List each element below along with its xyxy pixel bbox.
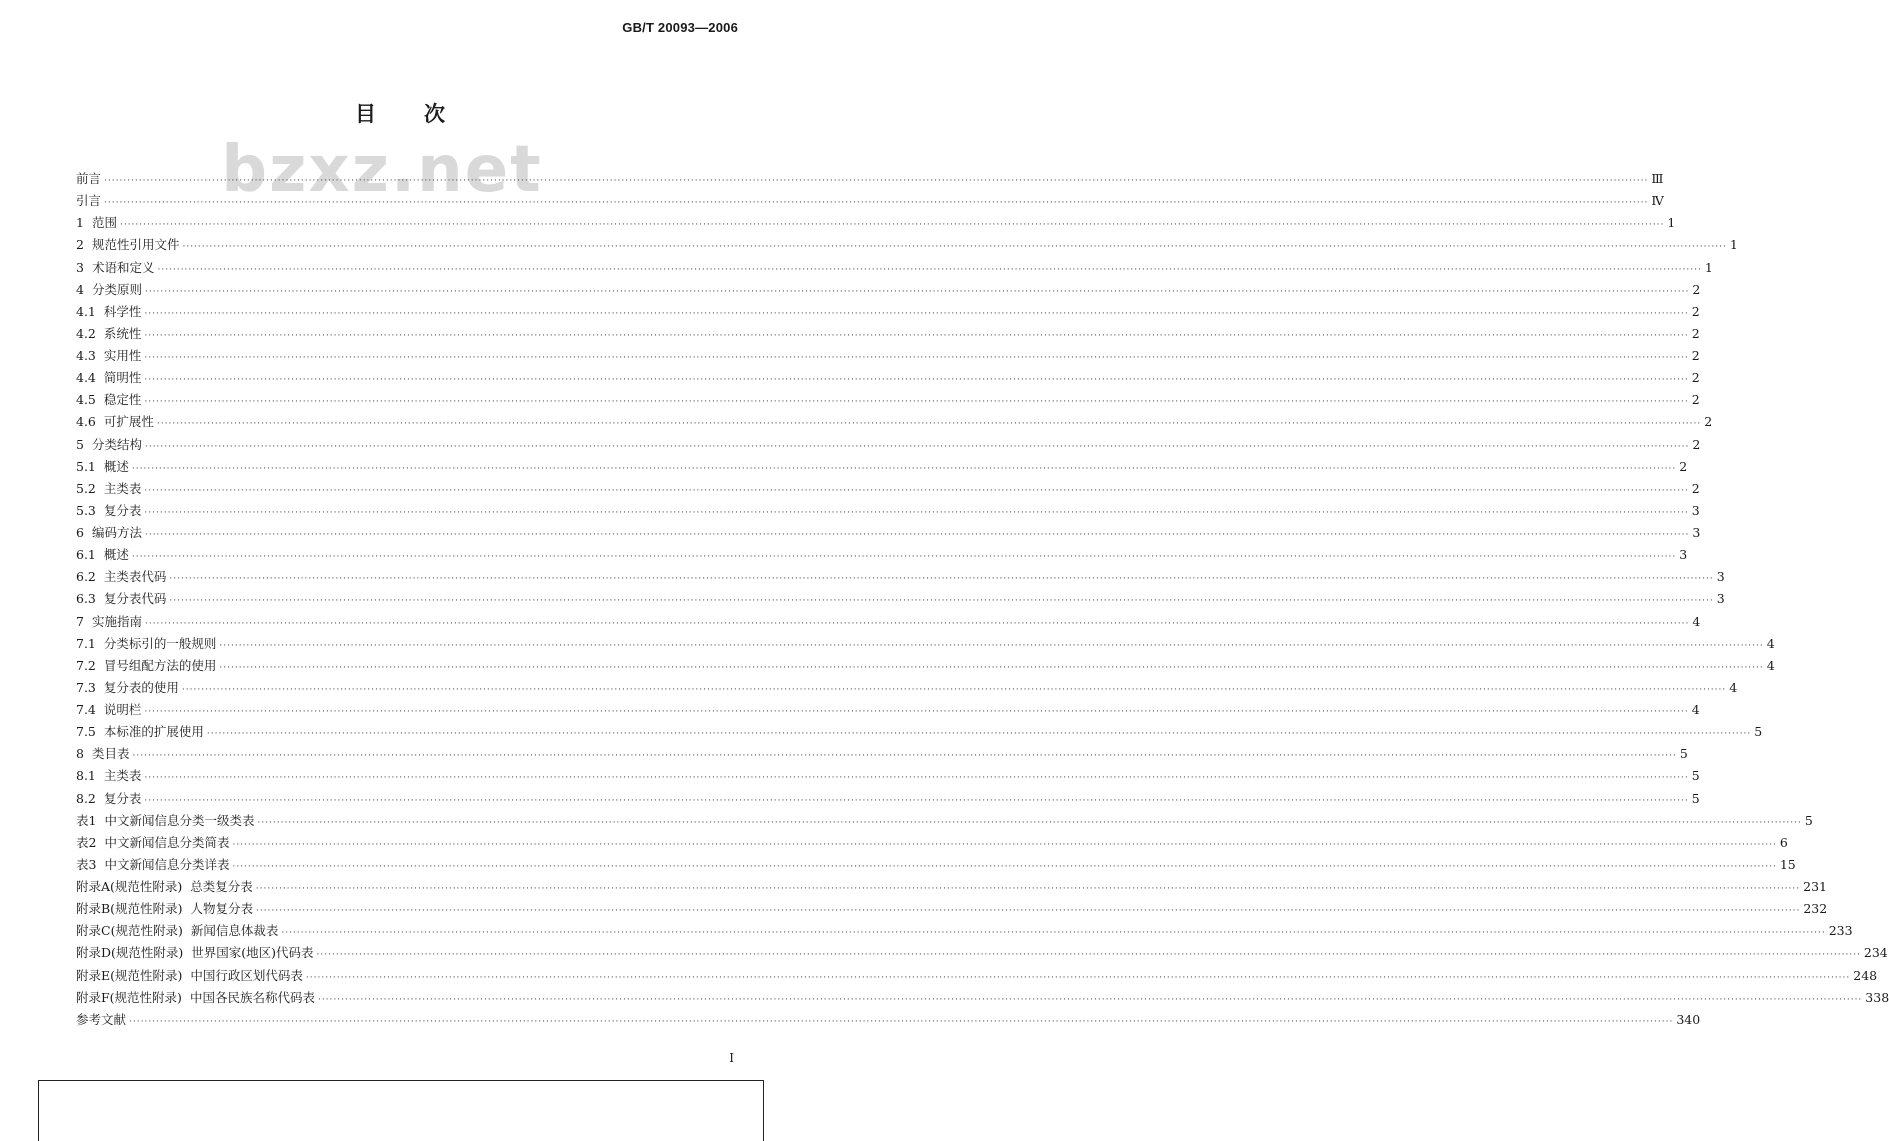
toc-entry-page: 2 xyxy=(1692,281,1701,297)
toc-entry-number: 7.5 xyxy=(76,724,96,740)
toc-entry-label: 复分表的使用 xyxy=(103,679,179,695)
toc-leader-dots: ················································································································································································································································································································································································································ xyxy=(104,198,1649,209)
toc-leader-dots: ················································································································································································································································································································································································································ xyxy=(156,419,1702,430)
toc-entry[interactable] xyxy=(76,345,1700,367)
toc-leader-dots: ················································································································································································································································································································································································································ xyxy=(169,574,1714,585)
toc-entry-page: 4 xyxy=(1766,635,1775,651)
toc-entry-label: 实施指南 xyxy=(91,613,142,629)
toc-entry-label: 分类原则 xyxy=(91,281,142,297)
toc-entry-number: 附录B(规范性附录) xyxy=(76,901,183,917)
toc-entry-number: 附录C(规范性附录) xyxy=(76,923,183,939)
toc-leader-dots: ················································································································································································································································································································································································································ xyxy=(206,729,1752,740)
watermark: bzxz.net xyxy=(221,133,543,207)
toc-entry-page: 340 xyxy=(1676,1011,1701,1027)
toc-entry-page: 4 xyxy=(1766,657,1775,673)
toc-leader-dots: ················································································································································································································································································································································································································ xyxy=(144,707,1689,717)
toc-entry-number: 附录D(规范性附录) xyxy=(76,945,184,961)
toc-entry-number: 8 xyxy=(76,746,84,762)
toc-leader-dots: ················································································································································································································································································································································································································ xyxy=(144,353,1689,363)
toc-entry-page: 233 xyxy=(1828,923,1853,939)
toc-entry[interactable] xyxy=(76,854,1796,876)
toc-entry-page: 1 xyxy=(1704,259,1713,275)
toc-entry-page: 2 xyxy=(1691,303,1700,319)
toc-entry-page: 6 xyxy=(1779,834,1788,850)
toc-entry-label: 引言 xyxy=(76,193,102,209)
toc-entry-page: Ⅳ xyxy=(1651,193,1664,209)
toc-entry-label: 主类表代码 xyxy=(103,569,167,585)
title-char-2: 次 xyxy=(424,101,445,126)
toc-entry[interactable] xyxy=(76,323,1700,345)
toc-entry-label: 中文新闻信息分类详表 xyxy=(104,856,230,872)
toc-leader-dots: ················································································································································································································································································································································································································ xyxy=(157,264,1702,275)
toc-entry-page: 5 xyxy=(1754,724,1763,740)
toc-leader-dots: ················································································································································································································································································································································································································ xyxy=(131,463,1677,474)
toc-leader-dots: ················································································································································································································································································································································································································ xyxy=(144,308,1689,319)
toc-leader-dots: ················································································································································································································································································································································································································ xyxy=(129,1016,1674,1027)
toc-entry-page: 2 xyxy=(1679,458,1688,474)
toc-entry-page: 15 xyxy=(1779,856,1796,872)
toc-leader-dots: ················································································································································································································································································································································································································ xyxy=(219,662,1764,673)
toc-leader-dots: ················································································································································································································································································································································································································ xyxy=(232,839,1777,850)
toc-entry-number: 5.3 xyxy=(76,502,96,518)
toc-entry-number: 6 xyxy=(76,525,84,540)
toc-entry-number: 4.2 xyxy=(76,325,96,341)
toc-entry-page: 1 xyxy=(1729,237,1738,253)
toc-leader-dots: ················································································································································································································································································································································································································ xyxy=(132,751,1677,762)
toc-entry-number: 表2 xyxy=(76,834,97,850)
toc-entry[interactable] xyxy=(76,743,1688,765)
toc-entry-label: 简明性 xyxy=(103,370,142,386)
toc-entry-number: 4.1 xyxy=(76,303,96,319)
toc-entry-page: 5 xyxy=(1804,812,1813,828)
toc-entry-page: 2 xyxy=(1691,370,1700,386)
toc-entry[interactable] xyxy=(76,876,1827,898)
toc-entry-label: 世界国家(地区)代码表 xyxy=(191,945,314,961)
toc-entry[interactable] xyxy=(76,456,1688,478)
toc-entry-label: 人物复分表 xyxy=(190,901,253,917)
toc-leader-dots: ················································································································································································································································································································································································································ xyxy=(144,773,1689,784)
toc-entry[interactable] xyxy=(76,212,1676,234)
toc-entry-number: 7.3 xyxy=(76,679,96,695)
toc-entry-label: 前言 xyxy=(76,171,102,186)
toc-leader-dots: ················································································································································································································································································································································································································ xyxy=(305,972,1851,983)
toc-entry-page: 2 xyxy=(1691,348,1700,363)
toc-leader-dots: ················································································································································································································································································································································································································ xyxy=(144,485,1689,496)
toc-entry-label: 可扩展性 xyxy=(103,414,154,430)
toc-entry-number: 7.2 xyxy=(76,657,96,673)
toc-entry-number: 4 xyxy=(76,281,84,297)
toc-leader-dots: ················································································································································································································································································································································································································ xyxy=(144,330,1689,341)
toc-entry-number: 7.1 xyxy=(76,635,96,651)
bottom-frame xyxy=(38,1080,764,1141)
toc-entry-label: 本标准的扩展使用 xyxy=(103,724,204,740)
title-char-1: 目 xyxy=(355,101,376,126)
toc-entry-number: 附录A(规范性附录) xyxy=(76,879,183,894)
toc-entry-label: 复分表 xyxy=(103,790,142,806)
toc-entry[interactable] xyxy=(76,788,1700,810)
toc-entry-label: 类目表 xyxy=(91,746,130,762)
toc-entry[interactable] xyxy=(76,1009,1701,1031)
toc-entry-label: 概述 xyxy=(103,547,129,563)
toc-entry[interactable] xyxy=(76,168,1664,190)
toc-leader-dots: ················································································································································································································································································································································································································ xyxy=(232,861,1777,872)
toc-entry[interactable] xyxy=(76,301,1700,323)
table-of-contents xyxy=(76,168,1889,1031)
toc-entry[interactable] xyxy=(76,920,1853,942)
toc-entry-label: 分类结构 xyxy=(91,436,142,452)
toc-entry[interactable] xyxy=(76,965,1878,987)
toc-leader-dots: ················································································································································································································································································································································································································ xyxy=(144,441,1690,452)
toc-entry-number: 8.1 xyxy=(76,768,96,784)
toc-entry-page: 234 xyxy=(1863,945,1888,961)
toc-entry[interactable] xyxy=(76,279,1701,301)
toc-entry-page: 5 xyxy=(1691,790,1700,806)
toc-entry-page: 2 xyxy=(1691,325,1700,341)
toc-entry-number: 6.1 xyxy=(76,547,96,563)
toc-entry-number: 4.5 xyxy=(76,392,96,408)
toc-entry-page: 4 xyxy=(1692,613,1701,629)
toc-entry-number: 8.2 xyxy=(76,790,96,806)
toc-leader-dots: ················································································································································································································································································································································································································ xyxy=(104,176,1649,186)
toc-entry-page: 4 xyxy=(1729,679,1738,695)
toc-entry-label: 参考文献 xyxy=(76,1011,127,1027)
toc-leader-dots: ················································································································································································································································································································································································································ xyxy=(144,375,1689,386)
toc-leader-dots: ················································································································································································································································································································································································································ xyxy=(119,220,1665,231)
toc-entry-label: 中国行政区划代码表 xyxy=(190,967,303,983)
toc-entry-label: 主类表 xyxy=(103,768,142,784)
toc-entry-page: 5 xyxy=(1691,768,1700,784)
toc-entry-label: 中国各民族名称代码表 xyxy=(189,989,315,1005)
toc-entry-label: 复分表代码 xyxy=(103,591,167,607)
toc-entry-number: 附录F(规范性附录) xyxy=(76,989,182,1005)
toc-leader-dots: ················································································································································································································································································································································································································ xyxy=(182,242,1727,253)
toc-entry[interactable] xyxy=(76,898,1828,920)
toc-entry-label: 新闻信息体裁表 xyxy=(190,923,279,939)
toc-entry[interactable] xyxy=(76,478,1700,500)
toc-entry-number: 2 xyxy=(76,237,84,253)
toc-entry-page: 2 xyxy=(1692,436,1701,452)
toc-entry[interactable] xyxy=(76,367,1700,389)
toc-entry-label: 术语和定义 xyxy=(91,259,155,275)
toc-entry[interactable] xyxy=(76,832,1788,854)
toc-entry-page: 3 xyxy=(1716,569,1725,585)
toc-leader-dots: ················································································································································································································································································································································································································ xyxy=(219,640,1764,651)
toc-leader-dots: ················································································································································································································································································································································································································ xyxy=(316,950,1861,961)
toc-leader-dots: ················································································································································································································································································································································································································ xyxy=(169,596,1714,607)
toc-entry-page: 3 xyxy=(1691,502,1700,518)
toc-entry[interactable] xyxy=(76,411,1713,433)
toc-entry-number: 7 xyxy=(76,613,84,629)
toc-entry[interactable] xyxy=(76,522,1701,544)
toc-leader-dots: ················································································································································································································································································································································································································ xyxy=(255,906,1801,917)
toc-entry[interactable] xyxy=(76,544,1688,566)
toc-entry[interactable] xyxy=(76,190,1664,212)
toc-entry-label: 说明栏 xyxy=(103,702,142,717)
toc-leader-dots: ················································································································································································································································································································································································································ xyxy=(257,817,1802,828)
toc-entry[interactable] xyxy=(76,588,1725,610)
toc-entry[interactable] xyxy=(76,987,1889,1009)
toc-entry-label: 规范性引用文件 xyxy=(91,237,180,253)
toc-entry[interactable] xyxy=(76,677,1738,699)
toc-entry[interactable] xyxy=(76,500,1700,522)
toc-entry-label: 系统性 xyxy=(103,325,142,341)
toc-entry[interactable] xyxy=(76,721,1763,743)
page-folio: Ⅰ xyxy=(729,1051,734,1065)
toc-entry-number: 表1 xyxy=(76,812,97,828)
toc-entry-label: 总类复分表 xyxy=(190,879,253,894)
toc-leader-dots: ················································································································································································································································································································································································································ xyxy=(255,884,1801,894)
toc-entry[interactable] xyxy=(76,942,1888,964)
toc-entry-page: 232 xyxy=(1803,901,1828,917)
toc-entry[interactable] xyxy=(76,810,1813,832)
toc-entry-page: Ⅲ xyxy=(1651,171,1664,186)
toc-entry-page: 5 xyxy=(1679,746,1688,762)
toc-entry[interactable] xyxy=(76,257,1713,279)
toc-entry-label: 科学性 xyxy=(103,303,142,319)
toc-entry-label: 稳定性 xyxy=(103,392,142,408)
toc-entry-label: 实用性 xyxy=(103,348,142,363)
toc-entry-label: 中文新闻信息分类简表 xyxy=(104,834,230,850)
toc-entry-label: 复分表 xyxy=(103,502,142,518)
toc-entry-number: 7.4 xyxy=(76,702,96,717)
toc-leader-dots: ················································································································································································································································································································································································································ xyxy=(144,530,1690,540)
toc-entry-label: 概述 xyxy=(103,458,129,474)
toc-leader-dots: ················································································································································································································································································································································································································ xyxy=(144,286,1690,297)
toc-entry-label: 主类表 xyxy=(103,480,142,496)
toc-entry-page: 338 xyxy=(1865,989,1889,1005)
toc-entry-label: 中文新闻信息分类一级类表 xyxy=(104,812,255,828)
toc-entry-page: 231 xyxy=(1803,879,1827,894)
toc-entry[interactable] xyxy=(76,434,1701,456)
toc-entry-page: 248 xyxy=(1853,967,1878,983)
toc-entry[interactable] xyxy=(76,234,1738,256)
toc-entry-number: 表3 xyxy=(76,856,97,872)
toc-leader-dots: ················································································································································································································································································································································································································ xyxy=(144,397,1689,408)
toc-entry-page: 3 xyxy=(1679,547,1688,563)
standard-number: GB/T 20093—2006 xyxy=(622,20,738,35)
toc-entry-number: 5 xyxy=(76,436,84,452)
toc-entry[interactable] xyxy=(76,655,1775,677)
toc-leader-dots: ················································································································································································································································································································································································································ xyxy=(131,552,1677,563)
toc-entry-number: 5.1 xyxy=(76,458,96,474)
toc-entry[interactable] xyxy=(76,765,1700,787)
toc-entry-label: 范围 xyxy=(91,215,117,231)
toc-entry-page: 1 xyxy=(1667,215,1676,231)
toc-entry-page: 2 xyxy=(1691,480,1700,496)
toc-entry[interactable] xyxy=(76,566,1725,588)
toc-entry-number: 1 xyxy=(76,215,84,231)
toc-leader-dots: ················································································································································································································································································································································································································ xyxy=(281,928,1826,939)
toc-entry[interactable] xyxy=(76,389,1700,411)
toc-entry-page: 4 xyxy=(1691,702,1700,717)
toc-entry-number: 4.3 xyxy=(76,348,96,363)
toc-entry-label: 分类标引的一般规则 xyxy=(103,635,217,651)
toc-entry-number: 3 xyxy=(76,259,84,275)
toc-entry-label: 编码方法 xyxy=(91,525,142,540)
toc-leader-dots: ················································································································································································································································································································································································································ xyxy=(144,618,1690,629)
toc-entry-label: 冒号组配方法的使用 xyxy=(103,657,217,673)
toc-leader-dots: ················································································································································································································································································································································································································ xyxy=(317,994,1863,1005)
toc-leader-dots: ················································································································································································································································································································································································································ xyxy=(181,684,1727,695)
page-title xyxy=(0,98,800,128)
toc-entry-number: 4.4 xyxy=(76,370,96,386)
toc-entry[interactable] xyxy=(76,699,1700,721)
toc-leader-dots: ················································································································································································································································································································································································································ xyxy=(144,507,1689,518)
toc-entry-number: 4.6 xyxy=(76,414,96,430)
toc-entry[interactable] xyxy=(76,611,1701,633)
toc-entry-page: 2 xyxy=(1704,414,1713,430)
toc-entry-number: 附录E(规范性附录) xyxy=(76,967,183,983)
toc-entry-number: 5.2 xyxy=(76,480,96,496)
toc-entry-page: 2 xyxy=(1691,392,1700,408)
toc-entry-number: 6.3 xyxy=(76,591,96,607)
toc-entry-page: 3 xyxy=(1716,591,1725,607)
toc-leader-dots: ················································································································································································································································································································································································································ xyxy=(144,795,1689,806)
toc-entry-number: 6.2 xyxy=(76,569,96,585)
toc-entry[interactable] xyxy=(76,633,1775,655)
toc-entry-page: 3 xyxy=(1692,525,1701,540)
